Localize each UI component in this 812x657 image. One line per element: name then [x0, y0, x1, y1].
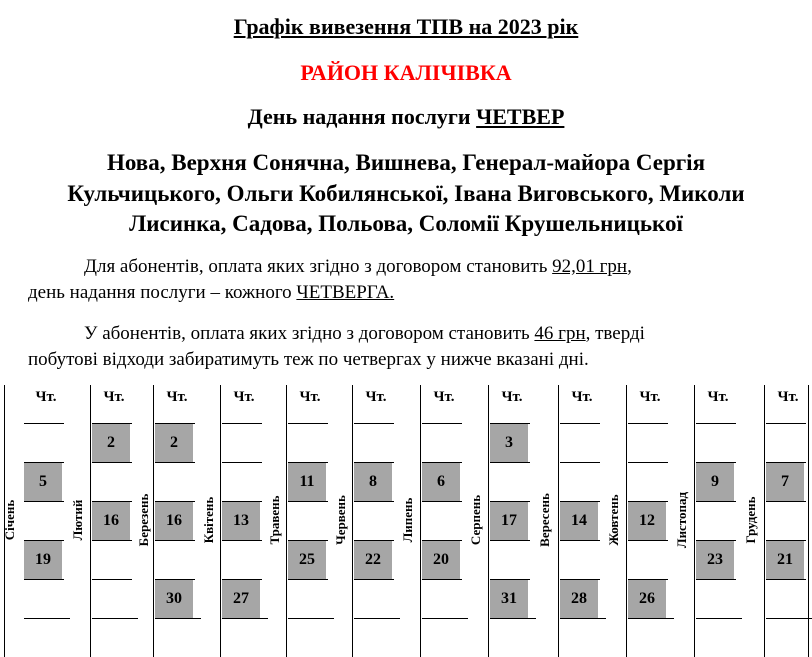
- empty-cell: [288, 502, 326, 540]
- date-cell: [490, 424, 528, 462]
- grid-line: [24, 618, 70, 619]
- date-cell: [422, 541, 460, 579]
- date-cell: [24, 541, 62, 579]
- grid-line: [766, 618, 812, 619]
- grid-line: [153, 385, 154, 657]
- date-cell: [766, 541, 804, 579]
- day-header: Чт.: [35, 389, 57, 405]
- date-cell: [24, 463, 62, 501]
- date-cell: [92, 424, 130, 462]
- empty-cell: [288, 580, 326, 618]
- empty-cell: [422, 424, 460, 462]
- date-number: 26: [639, 590, 655, 607]
- month-label: Травень: [267, 495, 282, 545]
- empty-cell: [560, 541, 598, 579]
- streets-line-3: Лисинка, Садова, Польова, Соломії Крушельницької: [129, 211, 683, 236]
- grid-line: [808, 385, 809, 657]
- month-label: Січень: [2, 499, 17, 541]
- empty-cell: [422, 580, 460, 618]
- empty-cell: [560, 463, 598, 501]
- date-number: 19: [35, 551, 51, 568]
- grid-line: [288, 618, 334, 619]
- date-cell: [354, 541, 392, 579]
- date-number: 27: [233, 590, 249, 607]
- date-cell: [222, 580, 260, 618]
- p2-amount: 46 грн: [534, 323, 586, 344]
- page-title: Графік вивезення ТПВ на 2023 рік: [233, 14, 579, 39]
- p1-text: Для абонентів, оплата яких згідно з договором становить: [84, 256, 553, 277]
- empty-cell: [24, 580, 62, 618]
- date-number: 25: [299, 551, 315, 568]
- service-day: ЧЕТВЕР: [476, 104, 565, 129]
- empty-cell: [696, 502, 734, 540]
- day-header: Чт.: [707, 389, 729, 405]
- date-cell: [560, 580, 598, 618]
- date-cell: [155, 580, 193, 618]
- date-number: 9: [711, 473, 719, 490]
- date-cell: [92, 502, 130, 540]
- empty-cell: [766, 502, 804, 540]
- date-number: 31: [501, 590, 517, 607]
- empty-cell: [354, 424, 392, 462]
- grid-line: [420, 385, 421, 657]
- date-number: 21: [777, 551, 793, 568]
- month-label: Березень: [135, 493, 151, 547]
- date-number: 28: [571, 590, 587, 607]
- date-cell: [560, 502, 598, 540]
- p2-end: , тверді: [585, 323, 645, 344]
- day-header: Чт.: [501, 389, 523, 405]
- month-label: Вересень: [537, 493, 552, 547]
- date-cell: [155, 502, 193, 540]
- paragraph2-line2: побутові відходи забиратимуть теж по четвергах у нижче вказані дні.: [28, 349, 589, 370]
- grid-line: [694, 385, 695, 657]
- grid-line: [490, 618, 536, 619]
- month-label: Серпень: [468, 494, 483, 546]
- day-header: Чт.: [299, 389, 321, 405]
- date-cell: [354, 463, 392, 501]
- empty-cell: [222, 541, 260, 579]
- date-cell: [628, 502, 666, 540]
- date-cell: [766, 463, 804, 501]
- date-cell: [696, 541, 734, 579]
- day-header: Чт.: [639, 389, 661, 405]
- date-cell: [222, 502, 260, 540]
- empty-cell: [560, 424, 598, 462]
- date-cell: [155, 424, 193, 462]
- date-number: 7: [781, 473, 789, 490]
- month-label: Квітень: [200, 496, 216, 544]
- empty-cell: [354, 502, 392, 540]
- empty-cell: [24, 424, 62, 462]
- empty-cell: [155, 463, 193, 501]
- grid-line: [628, 618, 674, 619]
- date-number: 16: [103, 512, 119, 529]
- empty-cell: [696, 580, 734, 618]
- day-header: Чт.: [103, 389, 125, 405]
- empty-cell: [490, 541, 528, 579]
- p2-text: У абонентів, оплата яких згідно з договором становить: [84, 323, 535, 344]
- day-header: Чт.: [571, 389, 593, 405]
- empty-cell: [222, 463, 260, 501]
- empty-cell: [354, 580, 392, 618]
- month-label: Жовтень: [606, 494, 621, 546]
- date-cell: [422, 463, 460, 501]
- date-number: 12: [639, 512, 655, 529]
- grid-line: [422, 618, 468, 619]
- streets-line-1: Нова, Верхня Сонячна, Вишнева, Генерал-майора Сергія: [106, 150, 706, 175]
- empty-cell: [628, 541, 666, 579]
- empty-cell: [92, 580, 130, 618]
- empty-cell: [696, 424, 734, 462]
- day-header: Чт.: [233, 389, 255, 405]
- district-title: РАЙОН КАЛІЧІВКА: [300, 60, 512, 85]
- date-cell: [628, 580, 666, 618]
- day-header: Чт.: [433, 389, 455, 405]
- day-header: Чт.: [166, 389, 188, 405]
- streets-line-2: Кульчицького, Ольги Кобилянської, Івана Виговського, Миколи: [67, 181, 745, 206]
- date-cell: [490, 502, 528, 540]
- empty-cell: [422, 502, 460, 540]
- date-number: 2: [107, 434, 115, 451]
- grid-line: [696, 618, 742, 619]
- date-number: 17: [501, 512, 517, 529]
- empty-cell: [490, 463, 528, 501]
- grid-line: [488, 385, 489, 657]
- paragraph2-line1: [84, 323, 645, 345]
- grid-line: [626, 385, 627, 657]
- grid-line: [92, 618, 138, 619]
- paragraph1-line2: [28, 282, 394, 304]
- grid-line: [558, 385, 559, 657]
- day-header: Чт.: [777, 389, 799, 405]
- month-label: Червень: [333, 495, 348, 545]
- date-number: 8: [369, 473, 377, 490]
- date-number: 23: [707, 551, 723, 568]
- grid-line: [155, 618, 201, 619]
- date-number: 14: [571, 512, 587, 529]
- grid-line: [352, 385, 353, 657]
- date-cell: [490, 580, 528, 618]
- date-number: 13: [233, 512, 249, 529]
- grid-line: [560, 618, 606, 619]
- service-day-prefix: День надання послуги: [247, 104, 477, 129]
- empty-cell: [628, 424, 666, 462]
- empty-cell: [288, 424, 326, 462]
- p1-amount: 92,01 грн: [552, 256, 628, 277]
- empty-cell: [92, 463, 130, 501]
- date-number: 3: [505, 434, 513, 451]
- empty-cell: [92, 541, 130, 579]
- date-cell: [288, 463, 326, 501]
- date-number: 5: [39, 473, 47, 490]
- date-cell: [288, 541, 326, 579]
- grid-line: [764, 385, 765, 657]
- date-number: 30: [166, 590, 182, 607]
- date-cell: [696, 463, 734, 501]
- paragraph1-line1: [84, 256, 632, 278]
- empty-cell: [766, 580, 804, 618]
- empty-cell: [628, 463, 666, 501]
- empty-cell: [155, 541, 193, 579]
- grid-line: [286, 385, 287, 657]
- grid-line: [220, 385, 221, 657]
- empty-cell: [222, 424, 260, 462]
- date-number: 16: [166, 512, 182, 529]
- schedule-calendar: [0, 385, 812, 657]
- empty-cell: [766, 424, 804, 462]
- empty-cell: [24, 502, 62, 540]
- date-number: 22: [365, 551, 381, 568]
- date-number: 6: [437, 473, 445, 490]
- month-label: Листопад: [674, 491, 689, 549]
- service-day-line: [0, 104, 812, 130]
- grid-line: [222, 618, 268, 619]
- month-label: Грудень: [743, 496, 758, 544]
- month-label: Липень: [400, 497, 415, 543]
- month-label: Лютий: [70, 499, 85, 541]
- p1-line2-text: день надання послуги – кожного: [28, 282, 297, 303]
- date-number: 20: [433, 551, 449, 568]
- grid-line: [354, 618, 400, 619]
- p1-end: ,: [627, 256, 632, 277]
- day-header: Чт.: [365, 389, 387, 405]
- date-number: 11: [299, 473, 315, 490]
- grid-line: [90, 385, 91, 657]
- date-number: 2: [170, 434, 178, 451]
- p1-day: ЧЕТВЕРГА.: [296, 282, 395, 303]
